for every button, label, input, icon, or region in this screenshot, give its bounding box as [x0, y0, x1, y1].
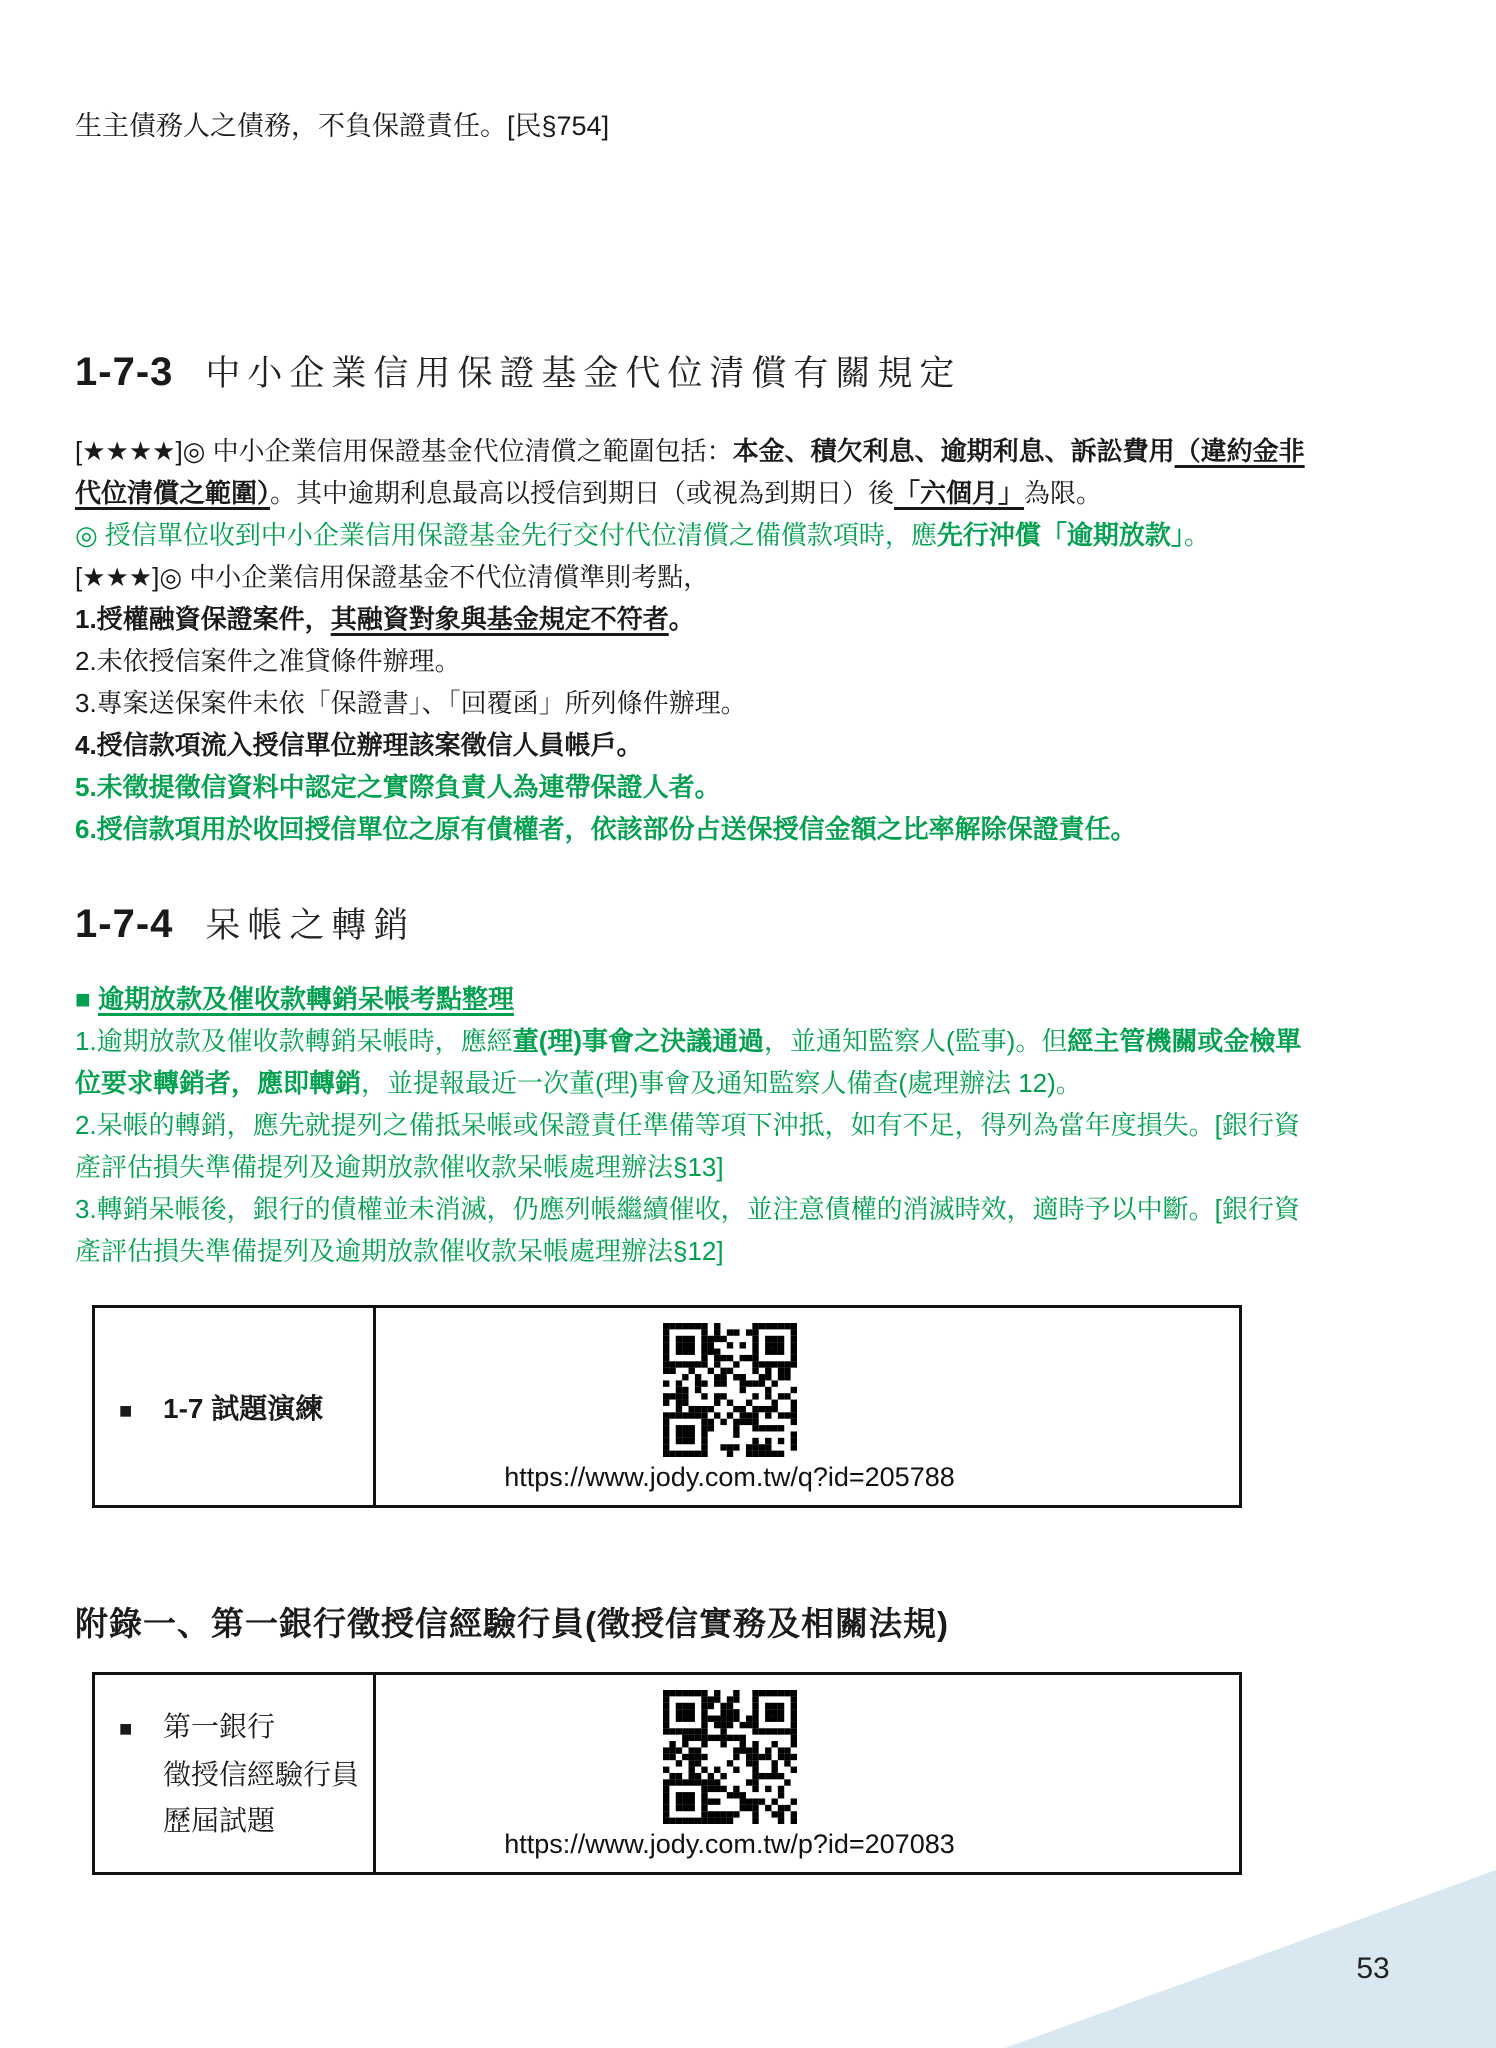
text-segment: 位要求轉銷者，應即轉銷	[75, 1068, 362, 1098]
text-segment: 產評估損失準備提列及逾期放款催收款呆帳處理辦法§12]	[75, 1236, 724, 1266]
exercise-table-label	[119, 1387, 323, 1427]
section-number: 1-7-3	[75, 350, 174, 394]
text-segment: 1.授權融資保證案件，	[75, 604, 331, 634]
exercise-table-qr-cell	[376, 1308, 1239, 1505]
text-line	[75, 472, 1305, 514]
text-segment: 先行沖償「逾期放款」	[936, 520, 1184, 550]
intro-text: 生主債務人之債務，不負保證責任。[民§754]	[75, 111, 610, 141]
text-segment: ■	[75, 984, 98, 1014]
exercise-qr-url: https://www.jody.com.tw/q?id=205788	[504, 1462, 955, 1492]
text-line	[75, 1146, 1301, 1188]
text-segment: ，並通知監察人(監事)。但	[764, 1026, 1068, 1056]
text-line	[75, 514, 1305, 556]
appendix-qr-table	[92, 1672, 1242, 1875]
text-segment: 。	[1183, 520, 1210, 550]
text-line	[75, 808, 1305, 850]
text-segment: 。	[668, 604, 695, 634]
text-segment: 5.未徵提徵信資料中認定之實際負責人為連帶保證人者。	[75, 772, 721, 802]
section-1-7-3-body	[75, 430, 1305, 850]
text-segment: 3.專案送保案件未依「保證書」、「回覆函」所列條件辦理。	[75, 688, 747, 718]
square-bullet-icon: ■	[119, 1715, 133, 1741]
text-segment: [★★★]◎ 中小企業信用保證基金不代位清償準則考點，	[75, 562, 710, 592]
qr-code	[663, 1323, 797, 1457]
text-line	[75, 430, 1305, 472]
qr-stack	[504, 1323, 955, 1493]
text-segment: 1.逾期放款及催收款轉銷呆帳時，應經	[75, 1026, 513, 1056]
text-segment: ，並提報最近一次董(理)事會及通知監察人備查(處理辦法 12)。	[361, 1068, 1082, 1098]
appendix-label-line: 歷屆試題	[163, 1804, 276, 1836]
text-segment: 產評估損失準備提列及逾期放款催收款呆帳處理辦法§13]	[75, 1152, 724, 1182]
text-line	[75, 556, 1305, 598]
text-line	[75, 598, 1305, 640]
text-segment: 。其中逾期利息最高以授信到期日（或視為到期日）後	[270, 478, 895, 508]
text-segment: 6.授信款項用於收回授信單位之原有債權者，依該部份占送保授信金額之比率解除保證責任。	[75, 814, 1137, 844]
section-1-7-4-body	[75, 978, 1301, 1272]
text-segment: 本金、積欠利息、逾期利息、訴訟費用	[732, 436, 1175, 466]
text-segment: 4.授信款項流入授信單位辦理該案徵信人員帳戶。	[75, 730, 643, 760]
appendix-table-label-cell	[95, 1675, 376, 1872]
appendix-label-line	[119, 1704, 359, 1752]
exercise-label-text: 1-7 試題演練	[163, 1392, 324, 1424]
appendix-table-qr-cell	[376, 1675, 1239, 1872]
appendix-table-label	[119, 1704, 359, 1844]
qr-code	[663, 1690, 797, 1824]
appendix-qr-url: https://www.jody.com.tw/p?id=207083	[504, 1829, 955, 1859]
text-segment: 2.未依授信案件之准貸條件辦理。	[75, 646, 461, 676]
exercise-qr-table	[92, 1305, 1242, 1508]
text-segment: ◎ 授信單位收到中小企業信用保證基金先行交付代位清償之備償款項時，應	[75, 520, 937, 550]
text-segment: 代位清償之範圍）	[75, 478, 271, 508]
text-segment: 為限。	[1024, 478, 1103, 508]
section-title: 呆帳之轉銷	[205, 906, 416, 945]
text-line	[75, 682, 1305, 724]
appendix-label-text: 第一銀行	[163, 1710, 276, 1742]
appendix-label-line: 徵授信經驗行員	[163, 1758, 360, 1790]
text-line	[75, 766, 1305, 808]
section-1-7-3-heading	[75, 346, 961, 396]
square-bullet-icon: ■	[119, 1397, 133, 1423]
text-segment: 3.轉銷呆帳後，銀行的債權並未消滅，仍應列帳繼續催收，並注意債權的消滅時效，適時予以中斷。[銀行資	[75, 1194, 1300, 1224]
text-line	[75, 640, 1305, 682]
text-line	[75, 1020, 1301, 1062]
text-line	[75, 724, 1305, 766]
text-segment: （違約金非	[1174, 436, 1305, 466]
text-segment: 其融資對象與基金規定不符者	[330, 604, 669, 634]
text-segment: [★★★★]◎ 中小企業信用保證基金代位清償之範圍包括：	[75, 436, 733, 466]
qr-stack	[504, 1690, 955, 1860]
text-line	[75, 1188, 1301, 1230]
section-title: 中小企業信用保證基金代位清償有關規定	[205, 354, 962, 393]
text-line	[75, 1062, 1301, 1104]
text-segment: 董(理)事會之決議通過	[512, 1026, 765, 1056]
text-segment: 逾期放款及催收款轉銷呆帳考點整理	[97, 984, 514, 1014]
corner-triangle-decoration	[1005, 1870, 1496, 2048]
appendix-heading: 附錄一、第一銀行徵授信經驗行員(徵授信實務及相關法規)	[75, 1605, 949, 1642]
text-line	[75, 1230, 1301, 1272]
text-segment: 2.呆帳的轉銷，應先就提列之備抵呆帳或保證責任準備等項下沖抵，如有不足，得列為當年度損失。[銀行資	[75, 1110, 1300, 1140]
section-number: 1-7-4	[75, 902, 174, 946]
text-line	[75, 978, 1301, 1020]
exercise-table-label-cell	[95, 1308, 376, 1505]
text-segment: 「六個月」	[894, 478, 1025, 508]
text-segment: 經主管機關或金檢單	[1067, 1026, 1302, 1056]
section-1-7-4-heading	[75, 898, 415, 948]
page-number: 53	[1356, 1952, 1390, 1985]
text-line	[75, 1104, 1301, 1146]
